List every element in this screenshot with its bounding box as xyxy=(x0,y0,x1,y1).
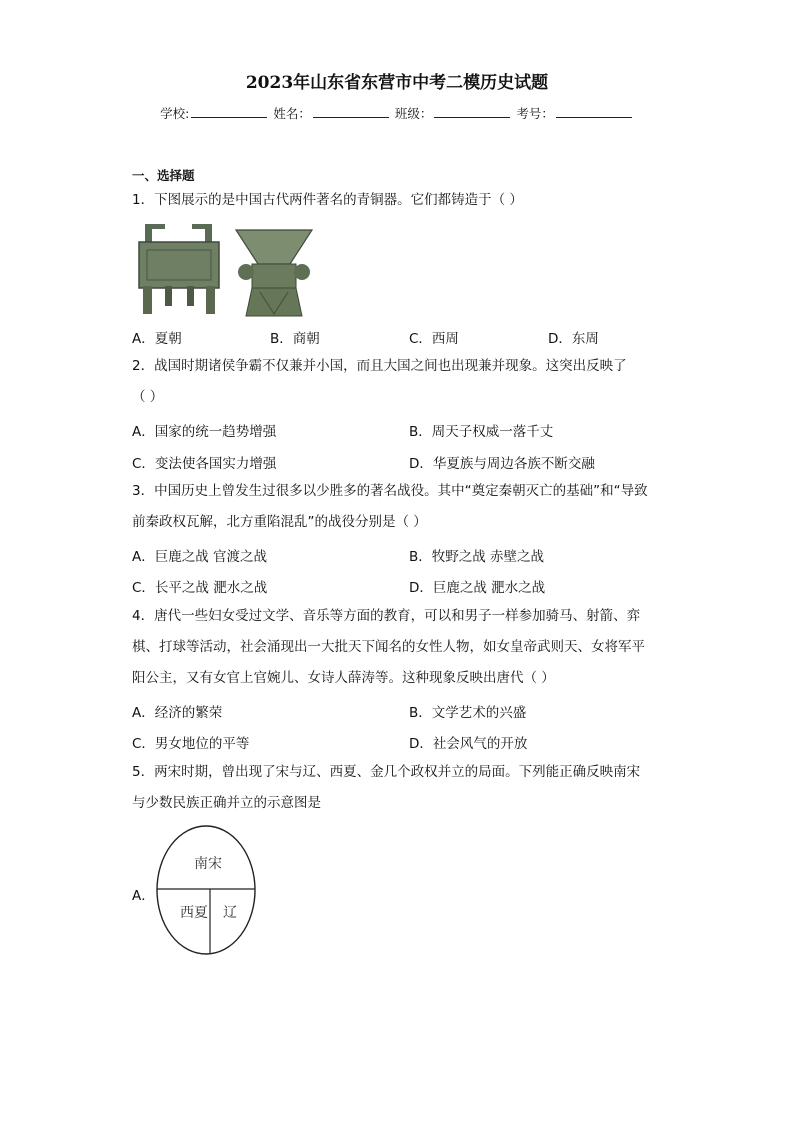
diagram-label-western-xia: 西夏 xyxy=(180,905,208,921)
question-3-stem-line2: 前秦政权瓦解，北方重陷混乱”的战役分别是（ ） xyxy=(132,514,427,530)
question-1-stem: 1．下图展示的是中国古代两件著名的青铜器。它们都铸造于（ ） xyxy=(132,192,523,208)
number-blank[interactable] xyxy=(556,105,632,118)
question-1-option-c[interactable]: C．西周 xyxy=(409,331,459,347)
question-1-option-b[interactable]: B．商朝 xyxy=(270,331,320,347)
question-3-stem-line1: 3．中国历史上曾发生过很多以少胜多的著名战役。其中“奠定秦朝灭亡的基础”和“导致 xyxy=(132,483,648,499)
class-blank[interactable] xyxy=(434,105,510,118)
question-3-option-b[interactable]: B．牧野之战 赤壁之战 xyxy=(409,549,545,565)
school-label: 学校: xyxy=(160,106,190,121)
question-2-option-d[interactable]: D．华夏族与周边各族不断交融 xyxy=(409,456,595,472)
question-3-option-d[interactable]: D．巨鹿之战 淝水之战 xyxy=(409,580,546,596)
class-label: 班级： xyxy=(394,106,433,121)
question-3-option-c[interactable]: C．长平之战 淝水之战 xyxy=(132,580,268,596)
question-2-stem-line1: 2．战国时期诸侯争霸不仅兼并小国，而且大国之间也出现兼并现象。这突出反映了 xyxy=(132,358,627,374)
question-5-option-a-diagram[interactable] xyxy=(152,822,260,958)
name-label: 姓名： xyxy=(273,106,311,121)
question-2-option-b[interactable]: B．周天子权威一落千丈 xyxy=(409,424,554,440)
question-1-option-a[interactable]: A．夏朝 xyxy=(132,331,182,347)
question-4-stem-line3: 阳公主，又有女官上官婉儿、女诗人薛涛等。这种现象反映出唐代（ ） xyxy=(132,670,555,686)
question-5-option-a-label[interactable]: A． xyxy=(132,888,155,904)
question-5-stem-line2: 与少数民族正确并立的示意图是 xyxy=(132,795,321,811)
question-4-stem-line1: 4．唐代一些妇女受过文学、音乐等方面的教育，可以和男子一样参加骑马、射箭、弈 xyxy=(132,608,641,624)
question-2-option-c[interactable]: C．变法使各国实力增强 xyxy=(132,456,277,472)
school-blank[interactable] xyxy=(191,105,267,118)
question-1-option-d[interactable]: D．东周 xyxy=(548,331,599,347)
section-heading: 一、选择题 xyxy=(132,168,195,183)
question-5-stem-line1: 5．两宋时期，曾出现了宋与辽、西夏、金几个政权并立的局面。下列能正确反映南宋 xyxy=(132,764,641,780)
bronze-ding-image xyxy=(135,220,223,316)
question-4-option-d[interactable]: D．社会风气的开放 xyxy=(409,736,528,752)
diagram-label-southern-song: 南宋 xyxy=(194,856,222,872)
diagram-label-liao: 辽 xyxy=(223,905,237,921)
question-2-stem-line2: （ ） xyxy=(132,389,164,405)
student-info-line xyxy=(0,104,794,122)
question-3-option-a[interactable]: A．巨鹿之战 官渡之战 xyxy=(132,549,268,565)
question-2-option-a[interactable]: A．国家的统一趋势增强 xyxy=(132,424,277,440)
question-4-stem-line2: 棋、打球等活动，社会涌现出一大批天下闻名的女性人物，如女皇帝武则天、女将军平 xyxy=(132,639,645,655)
bronze-zun-image xyxy=(232,226,316,318)
page-title: 2023年山东省东营市中考二模历史试题 xyxy=(245,73,549,93)
question-4-option-b[interactable]: B．文学艺术的兴盛 xyxy=(409,705,527,721)
question-4-option-c[interactable]: C．男女地位的平等 xyxy=(132,736,250,752)
question-4-option-a[interactable]: A．经济的繁荣 xyxy=(132,705,223,721)
name-blank[interactable] xyxy=(313,105,389,118)
number-label: 考号： xyxy=(516,106,554,121)
